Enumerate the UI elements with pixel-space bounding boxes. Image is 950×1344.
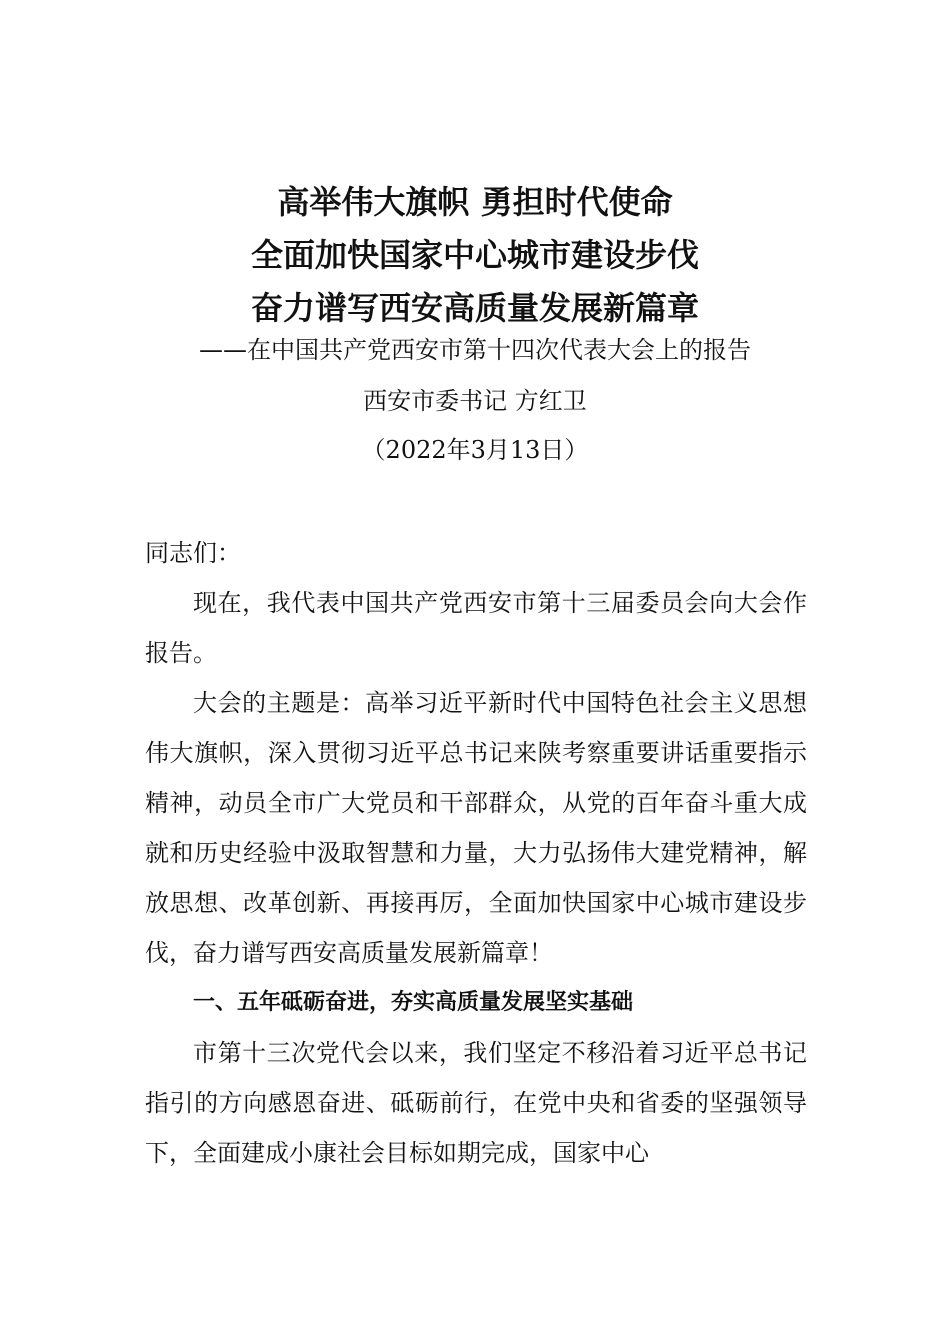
report-date: （2022年3月13日） <box>361 436 589 464</box>
report-subtitle: ——在中国共产党西安市第十四次代表大会上的报告 <box>199 336 751 364</box>
section-paragraph: 市第十三次党代会以来，我们坚定不移沿着习近平总书记指引的方向感恩奋进、砥砺前行，在党中央和省委的坚强领导下，全面建成小康社会目标如期完成，国家中心 <box>145 1039 807 1167</box>
report-author: 西安市委书记 方红卫 <box>363 387 587 415</box>
report-body <box>145 528 807 1178</box>
section-heading: 一、五年砥砺奋进，夯实高质量发展坚实基础 <box>193 990 634 1015</box>
report-title <box>0 176 950 335</box>
body-paragraph-2: 大会的主题是：高举习近平新时代中国特色社会主义思想伟大旗帜，深入贯彻习近平总书记来陕考察重要讲话重要指示精神，动员全市广大党员和干部群众，从党的百年奋斗重大成就和历史经验中汲取智慧和力量，大力弘扬伟大建党精神，解放思想、改革创新、再接再厉，全面加快国家中心城市建设步伐，奋力谱写西安高质量发展新篇章！ <box>145 689 807 967</box>
salutation: 同志们： <box>145 539 241 567</box>
title-line-3: 奋力谱写西安高质量发展新篇章 <box>250 289 699 327</box>
body-paragraph-1: 现在，我代表中国共产党西安市第十三届委员会向大会作报告。 <box>145 589 807 667</box>
title-line-1: 高举伟大旗帜 勇担时代使命 <box>277 183 673 221</box>
title-line-2: 全面加快国家中心城市建设步伐 <box>250 236 699 274</box>
